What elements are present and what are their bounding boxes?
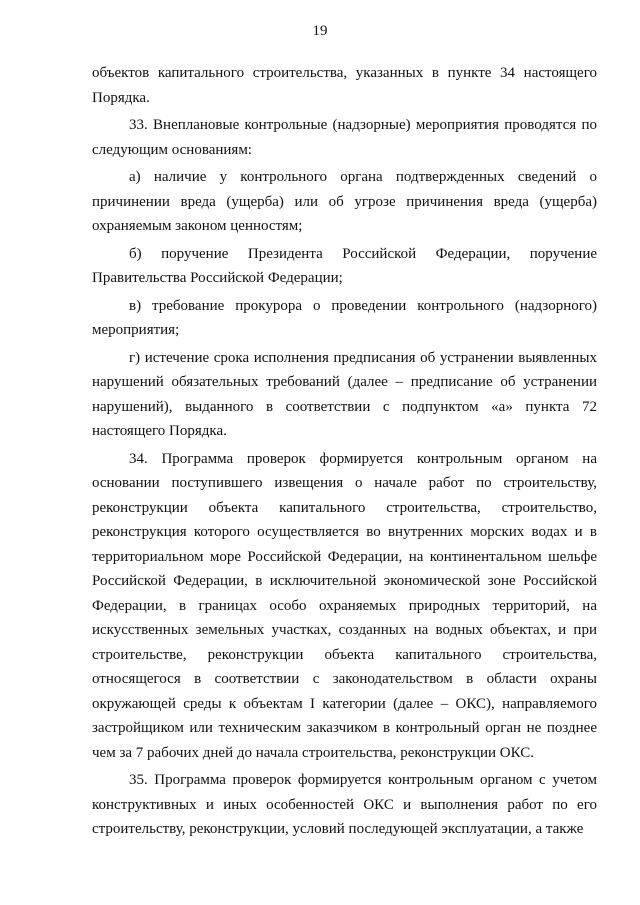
document-body	[92, 61, 597, 845]
paragraph-continuation: объектов капитального строительства, указанных в пункте 34 настоящего Порядка.	[92, 65, 597, 106]
paragraph-34: 34. Программа проверок формируется контрольным органом на основании поступившего извещения о начале работ по строительству, реконструкции объекта капитального строительства, строительство, реконструкция которого осуществляется во внутренних морских водах и в территориальном море Российской Федерации, на континентальном шельфе Российской Федерации, в исключительной экономической зоне Российской Федерации, в границах особо охраняемых природных территорий, на искусственных земельных участках, созданных на водных объектах, и при строительстве, реконструкции объекта капитального строительства, относящегося в соответствии с законодательством в области охраны окружающей среды к объектам I категории (далее – ОКС), направляемого застройщиком или техническим заказчиком в контрольный орган не позднее чем за 7 рабочих дней до начала строительства, реконструкции ОКС.	[92, 450, 597, 761]
paragraph-35: 35. Программа проверок формируется контрольным органом с учетом конструктивных и иных особенностей ОКС и выполнения работ по его строительству, реконструкции, условий последующей эксплуатации, а также	[92, 772, 597, 837]
paragraph-33-v: в) требование прокурора о проведении контрольного (надзорного) мероприятия;	[92, 297, 597, 338]
paragraph-33-a: а) наличие у контрольного органа подтвержденных сведений о причинении вреда (ущерба) или об угрозе причинения вреда (ущерба) охраняемым законом ценностям;	[92, 169, 597, 234]
paragraph-33-g: г) истечение срока исполнения предписания об устранении выявленных нарушений обязательных требований (далее – предписание об устранении нарушений), выданного в соответствии с подпунктом «а» пункта 72 настоящего Порядка.	[92, 349, 597, 439]
paragraph-33: 33. Внеплановые контрольные (надзорные) мероприятия проводятся по следующим основаниям:	[92, 117, 597, 158]
page-number: 19	[312, 23, 328, 39]
paragraph-33-b: б) поручение Президента Российской Федерации, поручение Правительства Российской Федерации;	[92, 245, 597, 286]
